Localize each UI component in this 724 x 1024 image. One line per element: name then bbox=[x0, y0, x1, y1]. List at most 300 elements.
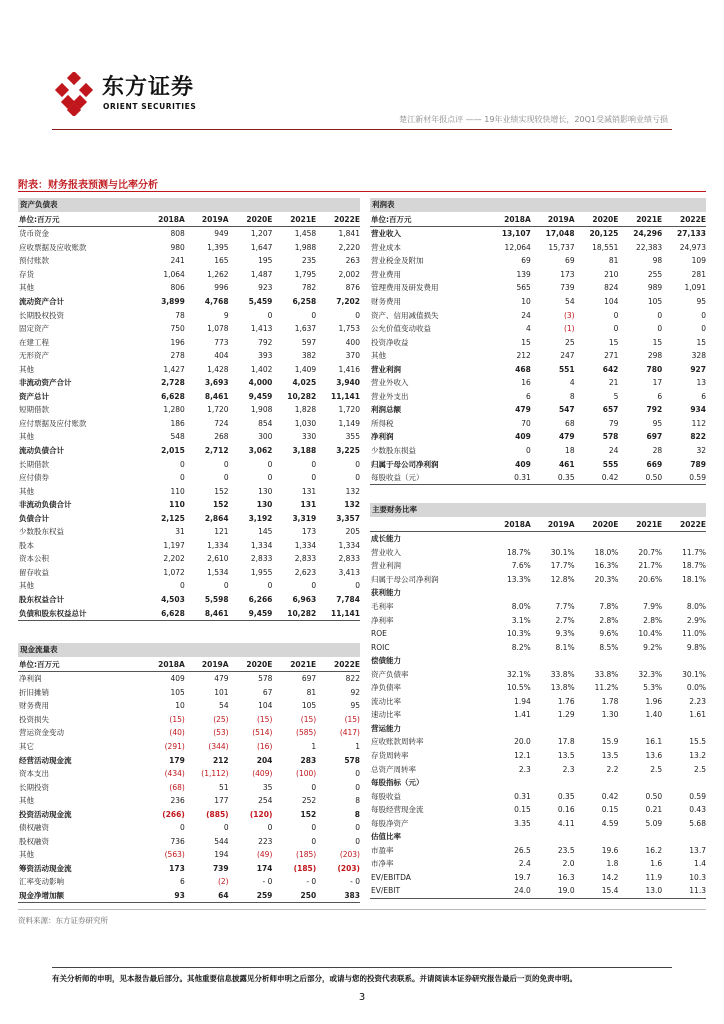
row-value: 104 bbox=[604, 297, 619, 306]
row-value: 1,030 bbox=[294, 418, 317, 428]
row-value: 1,647 bbox=[250, 242, 273, 252]
row-label: 营业利润 bbox=[371, 561, 401, 571]
table-row bbox=[370, 816, 706, 830]
row-value: 112 bbox=[691, 418, 706, 428]
table-row bbox=[18, 807, 360, 821]
disclaimer-text: 有关分析师的申明，见本报告最后部分。其他重要信息披露见分析师申明之后部分，或请与您的投资代表联系。并请阅读本证券研究报告最后一页的免责申明。 bbox=[52, 974, 577, 983]
row-label: 归属于母公司净利润 bbox=[371, 574, 439, 584]
row-value: 750 bbox=[170, 324, 185, 334]
row-label: 总资产周转率 bbox=[371, 764, 416, 774]
row-value: 479 bbox=[558, 432, 575, 442]
row-value: 18.7% bbox=[682, 561, 706, 571]
row-label: 财务费用 bbox=[371, 297, 401, 306]
row-label: 净利润 bbox=[19, 674, 42, 684]
row-value: 8 bbox=[355, 796, 360, 806]
row-value: 51 bbox=[219, 782, 229, 792]
row-value: 298 bbox=[647, 351, 663, 361]
row-value: 3,225 bbox=[336, 446, 360, 456]
row-value: 18.1% bbox=[682, 574, 706, 584]
table-row bbox=[18, 390, 360, 404]
row-value: (120) bbox=[249, 809, 273, 819]
row-value: 1 bbox=[311, 742, 317, 751]
year-header: 2021E bbox=[290, 659, 317, 669]
row-value: 461 bbox=[558, 459, 575, 469]
row-label: 无形资产 bbox=[19, 351, 49, 361]
row-value: (344) bbox=[208, 742, 229, 751]
row-value: 1,988 bbox=[294, 242, 317, 252]
row-value: 0.0% bbox=[686, 683, 706, 693]
row-value: 0 bbox=[613, 310, 619, 320]
row-value: 2,002 bbox=[338, 269, 360, 279]
row-value: 10,282 bbox=[287, 391, 317, 401]
row-value: (15) bbox=[300, 714, 317, 724]
row-value: 15 bbox=[652, 337, 663, 347]
row-value: 20,125 bbox=[589, 229, 619, 239]
row-value: 330 bbox=[301, 432, 317, 442]
row-value: 0 bbox=[355, 473, 360, 483]
row-value: 0 bbox=[355, 836, 360, 846]
row-value: 16 bbox=[521, 378, 531, 388]
table-row bbox=[18, 498, 360, 512]
row-value: 1.6 bbox=[650, 859, 663, 869]
row-value: 1,334 bbox=[338, 540, 360, 550]
row-value: 17 bbox=[652, 378, 663, 388]
row-value: 2,623 bbox=[294, 567, 317, 577]
table-row bbox=[370, 546, 706, 560]
row-value: 2.3 bbox=[518, 764, 531, 774]
row-value: 21 bbox=[608, 378, 619, 388]
row-value: 195 bbox=[258, 256, 273, 266]
row-value: 13,107 bbox=[501, 229, 531, 239]
table-row bbox=[370, 722, 706, 736]
row-value: 3,062 bbox=[248, 446, 273, 456]
table-row bbox=[370, 281, 706, 295]
row-label: 经营活动现金流 bbox=[19, 755, 72, 765]
row-label: 净利率 bbox=[371, 615, 394, 625]
row-value: 177 bbox=[214, 796, 229, 806]
row-value: 8.5% bbox=[599, 642, 619, 652]
table-row bbox=[370, 268, 706, 282]
row-value: 24 bbox=[608, 446, 619, 456]
row-label: 速动比率 bbox=[371, 710, 401, 720]
row-label: 市净率 bbox=[371, 859, 394, 869]
year-header: 2019A bbox=[547, 519, 575, 529]
row-value: 212 bbox=[212, 755, 229, 765]
row-value: 13 bbox=[696, 378, 706, 388]
row-label: 营业外支出 bbox=[371, 391, 409, 401]
row-value: 0 bbox=[267, 459, 273, 469]
row-label: 长期投资 bbox=[19, 782, 49, 792]
row-value: 0.59 bbox=[689, 791, 706, 801]
row-value: 724 bbox=[214, 418, 229, 428]
row-value: 1,795 bbox=[294, 269, 317, 279]
row-value: 7.6% bbox=[511, 561, 531, 571]
row-value: 30.1% bbox=[682, 669, 706, 679]
row-value: 0 bbox=[267, 823, 273, 833]
row-value: 9.6% bbox=[599, 629, 619, 639]
row-value: 92 bbox=[350, 687, 360, 697]
row-value: 16.1 bbox=[645, 737, 663, 747]
row-value: 95 bbox=[350, 701, 360, 711]
row-label: 留存收益 bbox=[19, 567, 49, 577]
row-value: 6 bbox=[526, 391, 531, 401]
row-label: 估值比率 bbox=[371, 832, 401, 842]
row-value: 0 bbox=[180, 581, 185, 591]
row-label: 每股收益（元） bbox=[371, 473, 424, 483]
row-label: 每股净资产 bbox=[371, 818, 409, 828]
row-label: 少数股东权益 bbox=[19, 527, 64, 537]
row-label: 每股收益 bbox=[371, 791, 401, 801]
row-value: - 0 bbox=[262, 877, 273, 887]
row-value: 792 bbox=[646, 405, 663, 415]
row-value: 250 bbox=[300, 891, 317, 901]
year-header: 2018A bbox=[158, 659, 185, 669]
row-value: 152 bbox=[214, 486, 229, 496]
row-label: 应收账款周转率 bbox=[371, 737, 424, 747]
table-header-row bbox=[370, 517, 706, 532]
table-row bbox=[18, 444, 360, 458]
row-value: 5.68 bbox=[689, 818, 706, 828]
row-value: 263 bbox=[345, 256, 360, 266]
row-value: 370 bbox=[345, 351, 360, 361]
table-row bbox=[370, 857, 706, 871]
row-value: 0.31 bbox=[514, 473, 531, 483]
table-row bbox=[18, 566, 360, 580]
row-value: 0 bbox=[311, 310, 317, 320]
row-label: 所得税 bbox=[371, 418, 394, 428]
row-value: 2,833 bbox=[250, 554, 273, 564]
row-value: 404 bbox=[214, 351, 229, 361]
row-label: 其他 bbox=[19, 432, 34, 442]
row-value: 6 bbox=[701, 391, 706, 401]
row-value: 13.8% bbox=[550, 683, 575, 693]
row-value: 927 bbox=[690, 364, 706, 374]
row-label: 每股经营现金流 bbox=[371, 805, 424, 815]
row-value: 736 bbox=[170, 836, 185, 846]
row-value: 12,064 bbox=[504, 242, 531, 252]
row-value: (585) bbox=[296, 728, 317, 738]
row-value: 6 bbox=[657, 391, 663, 401]
row-value: 1,428 bbox=[207, 364, 229, 374]
row-value: 3,192 bbox=[248, 513, 273, 523]
row-label: 资产负债率 bbox=[371, 669, 409, 679]
row-value: 0 bbox=[657, 310, 663, 320]
row-value: 1,720 bbox=[338, 405, 360, 415]
row-value: 1,280 bbox=[163, 405, 185, 415]
table-row bbox=[18, 606, 360, 621]
row-value: 565 bbox=[516, 283, 531, 293]
row-value: 548 bbox=[170, 432, 185, 442]
row-label: 非流动资产合计 bbox=[19, 378, 72, 388]
row-value: 179 bbox=[169, 755, 185, 765]
row-label: EV/EBITDA bbox=[371, 872, 411, 882]
row-value: 1,458 bbox=[294, 229, 317, 239]
table-row bbox=[370, 295, 706, 309]
row-value: 14.2 bbox=[601, 872, 619, 882]
row-value: (49) bbox=[256, 850, 273, 860]
table-row bbox=[18, 349, 360, 363]
orient-logo-icon bbox=[52, 72, 96, 116]
row-value: 2,220 bbox=[338, 242, 360, 252]
table-row bbox=[370, 844, 706, 858]
row-value: 642 bbox=[602, 364, 619, 374]
row-value: 19.0 bbox=[557, 886, 575, 896]
row-label: 流动资产合计 bbox=[19, 297, 64, 306]
row-value: 2,610 bbox=[207, 554, 229, 564]
row-value: 67 bbox=[262, 687, 273, 697]
row-value: 1,416 bbox=[338, 364, 360, 374]
row-value: 174 bbox=[256, 863, 273, 873]
row-value: 278 bbox=[170, 351, 185, 361]
row-value: (417) bbox=[339, 728, 360, 738]
row-value: 4,768 bbox=[204, 297, 229, 306]
income-statement-table bbox=[370, 198, 706, 485]
source-divider bbox=[18, 909, 706, 910]
row-value: 1,072 bbox=[163, 567, 185, 577]
cash-flow-table bbox=[18, 643, 360, 903]
row-value: 3.35 bbox=[514, 818, 531, 828]
row-value: (409) bbox=[252, 769, 273, 779]
row-label: 流动比率 bbox=[371, 696, 401, 706]
row-value: 11,141 bbox=[331, 608, 360, 618]
row-value: 0 bbox=[701, 310, 706, 320]
row-value: 139 bbox=[516, 269, 531, 279]
row-label: 毛利率 bbox=[371, 602, 394, 611]
row-value: 1.40 bbox=[645, 710, 663, 720]
row-value: 25 bbox=[565, 337, 575, 347]
row-value: 1 bbox=[355, 742, 360, 751]
row-value: 17.8 bbox=[557, 737, 575, 747]
row-value: 252 bbox=[301, 796, 317, 806]
row-value: 996 bbox=[214, 283, 229, 293]
row-value: 24 bbox=[521, 310, 531, 320]
row-label: 其他 bbox=[371, 351, 386, 361]
row-label: 长期股权投资 bbox=[19, 310, 64, 320]
row-label: 营业外收入 bbox=[371, 378, 409, 388]
row-label: 存货 bbox=[19, 269, 34, 279]
table-row bbox=[18, 281, 360, 295]
row-label: 负债和股东权益总计 bbox=[19, 608, 87, 618]
year-header: 2019A bbox=[201, 659, 229, 669]
row-value: (266) bbox=[162, 809, 185, 819]
row-value: (25) bbox=[213, 714, 229, 724]
row-value: 1,427 bbox=[163, 364, 185, 374]
row-value: 17.7% bbox=[550, 561, 575, 571]
report-subtitle: 楚江新材年报点评 —— 19年业绩实现较快增长，20Q1受减销影响业绩亏损 bbox=[399, 115, 668, 124]
financial-ratios-table bbox=[370, 503, 706, 899]
year-header: 2018A bbox=[504, 214, 531, 224]
row-value: 2,202 bbox=[163, 554, 185, 564]
year-header: 2022E bbox=[333, 214, 360, 224]
row-value: (15) bbox=[256, 714, 273, 724]
row-value: 300 bbox=[258, 432, 273, 442]
row-value: 3,413 bbox=[338, 567, 360, 577]
year-header: 2022E bbox=[679, 519, 706, 529]
row-value: 547 bbox=[558, 405, 575, 415]
table-row bbox=[18, 484, 360, 498]
table-row bbox=[18, 889, 360, 904]
row-value: 8,461 bbox=[204, 391, 229, 401]
row-value: 15 bbox=[521, 337, 531, 347]
row-value: - 0 bbox=[306, 877, 317, 887]
logo-chinese-name: 东方证券 bbox=[102, 75, 195, 100]
row-label: 其他 bbox=[19, 581, 34, 591]
row-label: 净负债率 bbox=[371, 683, 401, 693]
table-row bbox=[18, 457, 360, 471]
row-label: 其他 bbox=[19, 364, 34, 374]
year-header: 2020E bbox=[592, 214, 619, 224]
row-value: 5,598 bbox=[204, 595, 229, 605]
row-value: 1.94 bbox=[514, 696, 531, 706]
row-value: (16) bbox=[256, 742, 273, 751]
table-row bbox=[18, 780, 360, 794]
row-label: 利润总额 bbox=[371, 405, 401, 415]
row-label: 其他 bbox=[19, 486, 34, 496]
row-value: 0.15 bbox=[514, 805, 531, 815]
year-header: 2022E bbox=[679, 214, 706, 224]
source-note: 资料来源：东方证券研究所 bbox=[18, 916, 108, 925]
row-value: - 0 bbox=[350, 877, 360, 887]
appendix-title: 附表：财务报表预测与比率分析 bbox=[18, 180, 158, 191]
row-value: 934 bbox=[690, 405, 706, 415]
year-header: 2021E bbox=[636, 519, 663, 529]
row-value: 235 bbox=[301, 256, 317, 266]
row-value: 104 bbox=[258, 701, 273, 711]
table-row bbox=[18, 753, 360, 767]
row-value: 1.41 bbox=[514, 710, 531, 720]
row-value: 1,262 bbox=[207, 269, 229, 279]
row-value: 0 bbox=[223, 581, 229, 591]
row-label: 非流动负债合计 bbox=[19, 500, 72, 510]
row-value: (203) bbox=[339, 850, 360, 860]
row-value: 6,266 bbox=[248, 595, 273, 605]
row-value: 33.8% bbox=[550, 669, 575, 679]
row-value: 578 bbox=[258, 674, 273, 684]
row-value: 186 bbox=[170, 418, 185, 428]
row-value: 1.78 bbox=[601, 696, 619, 706]
row-value: 400 bbox=[345, 337, 360, 347]
row-value: 0.50 bbox=[645, 791, 663, 801]
row-value: 7,784 bbox=[336, 595, 360, 605]
row-value: 69 bbox=[521, 256, 531, 266]
row-value: (291) bbox=[164, 742, 185, 751]
row-value: 0 bbox=[657, 324, 663, 334]
row-value: 1,395 bbox=[207, 242, 229, 252]
row-value: (885) bbox=[206, 809, 229, 819]
table-row bbox=[18, 835, 360, 849]
year-header: 2018A bbox=[158, 214, 185, 224]
row-value: 13.0 bbox=[645, 886, 663, 896]
row-value: (15) bbox=[344, 714, 360, 724]
row-value: 247 bbox=[560, 351, 575, 361]
row-value: 544 bbox=[214, 836, 229, 846]
row-label: 投资净收益 bbox=[371, 337, 409, 347]
row-value: 19.7 bbox=[514, 872, 531, 882]
row-value: 6 bbox=[180, 877, 185, 887]
row-value: 27,133 bbox=[677, 229, 706, 239]
table-row bbox=[18, 403, 360, 417]
row-value: 0.59 bbox=[689, 473, 706, 483]
row-value: 10.4% bbox=[638, 629, 663, 639]
table-row bbox=[370, 335, 706, 349]
unit-label: 单位:百万元 bbox=[19, 659, 60, 669]
table-row bbox=[370, 749, 706, 763]
row-label: 在建工程 bbox=[19, 337, 49, 347]
row-label: 市盈率 bbox=[371, 845, 394, 855]
table-row bbox=[370, 457, 706, 471]
row-value: 2.4 bbox=[518, 859, 531, 869]
row-value: 98 bbox=[652, 256, 663, 266]
table-row bbox=[370, 803, 706, 817]
row-label: 资产、信用减值损失 bbox=[371, 310, 439, 320]
row-value: 2.23 bbox=[689, 696, 706, 706]
row-value: 16.3% bbox=[594, 561, 619, 571]
row-value: 30.1% bbox=[550, 547, 575, 557]
row-label: ROE bbox=[371, 629, 387, 639]
row-value: 4.59 bbox=[601, 818, 619, 828]
row-label: 公允价值变动收益 bbox=[371, 324, 431, 334]
row-value: 7.8% bbox=[599, 602, 619, 611]
row-label: 成长能力 bbox=[371, 534, 401, 544]
row-value: 2.5 bbox=[694, 764, 706, 774]
row-label: 负债合计 bbox=[19, 513, 49, 523]
row-label: 偿债能力 bbox=[371, 656, 401, 666]
table-row bbox=[370, 654, 706, 668]
row-value: 2,015 bbox=[161, 446, 185, 456]
row-value: 3,188 bbox=[292, 446, 317, 456]
row-value: (100) bbox=[296, 769, 317, 779]
row-value: 824 bbox=[604, 283, 619, 293]
table-row bbox=[18, 335, 360, 349]
row-value: 16.2 bbox=[645, 845, 663, 855]
row-value: 28 bbox=[652, 446, 663, 456]
row-label: 营业税金及附加 bbox=[371, 256, 424, 266]
row-value: 173 bbox=[301, 527, 317, 537]
table-row bbox=[18, 794, 360, 808]
table-row bbox=[18, 471, 360, 485]
row-value: 20.6% bbox=[638, 574, 663, 584]
row-value: 26.5 bbox=[514, 845, 531, 855]
row-value: 105 bbox=[647, 297, 663, 306]
row-value: 7.9% bbox=[643, 602, 663, 611]
row-label: 营运能力 bbox=[371, 723, 401, 733]
row-value: 24,296 bbox=[633, 229, 663, 239]
year-header: 2018A bbox=[504, 519, 531, 529]
row-value: 2,833 bbox=[338, 554, 360, 564]
year-header: 2019A bbox=[201, 214, 229, 224]
row-value: 0 bbox=[701, 324, 706, 334]
row-value: 2.8% bbox=[599, 615, 619, 625]
row-value: 78 bbox=[175, 310, 185, 320]
row-value: 0 bbox=[223, 473, 229, 483]
row-value: 1,637 bbox=[294, 324, 317, 334]
row-label: 长期借款 bbox=[19, 459, 49, 469]
row-value: 0.16 bbox=[557, 805, 575, 815]
table-row bbox=[370, 390, 706, 404]
row-value: 236 bbox=[170, 796, 185, 806]
row-value: 0 bbox=[355, 459, 360, 469]
row-value: (2) bbox=[217, 877, 229, 887]
row-value: 121 bbox=[214, 527, 229, 537]
row-label: 归属于母公司净利润 bbox=[371, 459, 439, 469]
row-value: 3,940 bbox=[336, 378, 360, 388]
table-row bbox=[370, 227, 706, 241]
row-value: 0 bbox=[355, 769, 360, 779]
row-value: (434) bbox=[164, 769, 185, 779]
row-value: 3,319 bbox=[292, 513, 317, 523]
row-value: 0 bbox=[526, 446, 531, 456]
row-value: (53) bbox=[213, 728, 229, 738]
